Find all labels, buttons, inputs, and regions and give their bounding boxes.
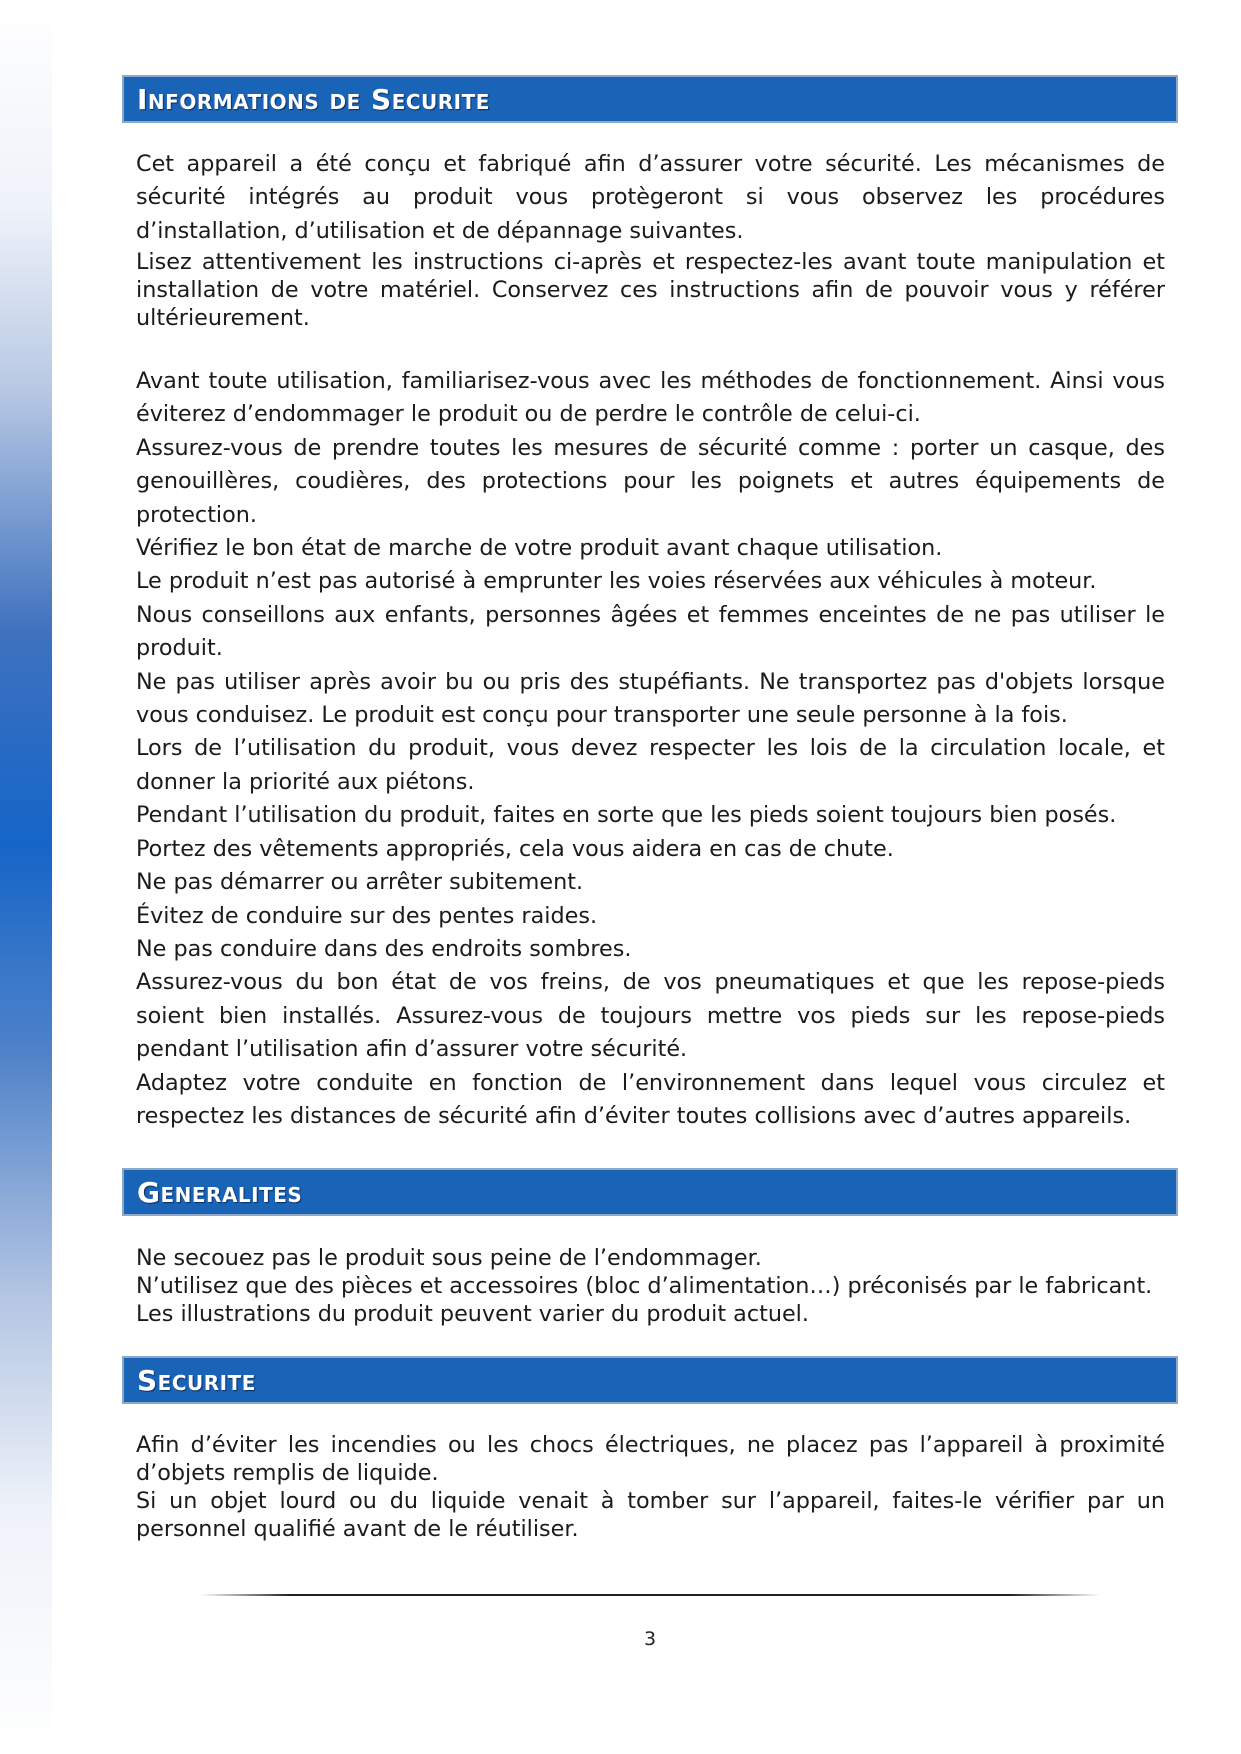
list-item: Ne pas démarrer ou arrêter subitement. [136, 869, 584, 896]
paragraph: Les illustrations du produit peuvent varier du produit actuel. [136, 1301, 809, 1327]
section-title: Generalites [137, 1175, 303, 1209]
paragraph: Si un objet lourd ou du liquide venait à tomber sur l’appareil, faites-le vérifier par un personnel qualifié avant de le réutiliser. [136, 1488, 1165, 1542]
footer-divider [200, 1594, 1100, 1596]
list-item: Adaptez votre conduite en fonction de l’environnement dans lequel vous circulez et respectez les distances de sécurité afin d’éviter toutes collisions avec d’autres appareils. [136, 1069, 1165, 1129]
paragraph: N’utilisez que des pièces et accessoires (bloc d’alimentation…) préconisés par le fabricant. [136, 1273, 1153, 1299]
list-item: Assurez-vous de prendre toutes les mesures de sécurité comme : porter un casque, des genouillères, coudières, des protections pour les poignets et autres équipements de protection. [136, 434, 1165, 528]
list-item: Pendant l’utilisation du produit, faites en sorte que les pieds soient toujours bien posés. [136, 802, 1117, 829]
list-item: Ne pas conduire dans des endroits sombres. [136, 935, 632, 962]
section-header-safety [122, 1356, 1178, 1404]
section-header-general [122, 1168, 1178, 1216]
list-item: Vérifiez le bon état de marche de votre produit avant chaque utilisation. [136, 535, 943, 562]
list-item: Ne pas utiliser après avoir bu ou pris des stupéfiants. Ne transportez pas d'objets lorsque vous conduisez. Le produit est conçu pour transporter une seule personne à la fois. [136, 668, 1165, 729]
section-title: Informations de Securite [137, 82, 490, 116]
paragraph: Afin d’éviter les incendies ou les chocs électriques, ne placez pas l’appareil à proximité d’objets remplis de liquide. [136, 1432, 1165, 1486]
list-item: Le produit n’est pas autorisé à emprunter les voies réservées aux véhicules à moteur. [136, 568, 1097, 595]
list-item: Portez des vêtements appropriés, cela vous aidera en cas de chute. [136, 835, 894, 862]
security-intro [136, 148, 1165, 332]
section-header-security-info [122, 75, 1178, 123]
general-text [136, 1244, 1165, 1328]
paragraph: Ne secouez pas le produit sous peine de l’endommager. [136, 1245, 762, 1271]
list-item: Lors de l’utilisation du produit, vous devez respecter les lois de la circulation locale, et donner la priorité aux piétons. [136, 735, 1165, 795]
decorative-side-gradient [0, 0, 52, 1754]
list-item: Avant toute utilisation, familiarisez-vous avec les méthodes de fonctionnement. Ainsi vous éviterez d’endommager le produit ou de perdre le contrôle de celui-ci. [136, 368, 1165, 428]
section-title: Securite [137, 1363, 256, 1397]
safety-text [136, 1431, 1165, 1543]
page-number: 3 [643, 1628, 657, 1650]
paragraph: Cet appareil a été conçu et fabriqué afin d’assurer votre sécurité. Les mécanismes de sécurité intégrés au produit vous protègeront si vous observez les procédures d’installation, d’utilisation et de dépannage suivantes. [136, 151, 1165, 244]
security-instructions-list [136, 365, 1165, 1133]
list-item: Évitez de conduire sur des pentes raides. [136, 902, 598, 929]
list-item: Assurez-vous du bon état de vos freins, de vos pneumatiques et que les repose-pieds soient bien installés. Assurez-vous de toujours mettre vos pieds sur les repose-pieds pendant l’utilisation afin d’assurer votre sécurité. [136, 969, 1165, 1063]
list-item: Nous conseillons aux enfants, personnes âgées et femmes enceintes de ne pas utiliser le produit. [136, 601, 1165, 662]
paragraph: Lisez attentivement les instructions ci-après et respectez-les avant toute manipulation et installation de votre matériel. Conservez ces instructions afin de pouvoir vous y référer ultérieurement. [136, 249, 1165, 332]
